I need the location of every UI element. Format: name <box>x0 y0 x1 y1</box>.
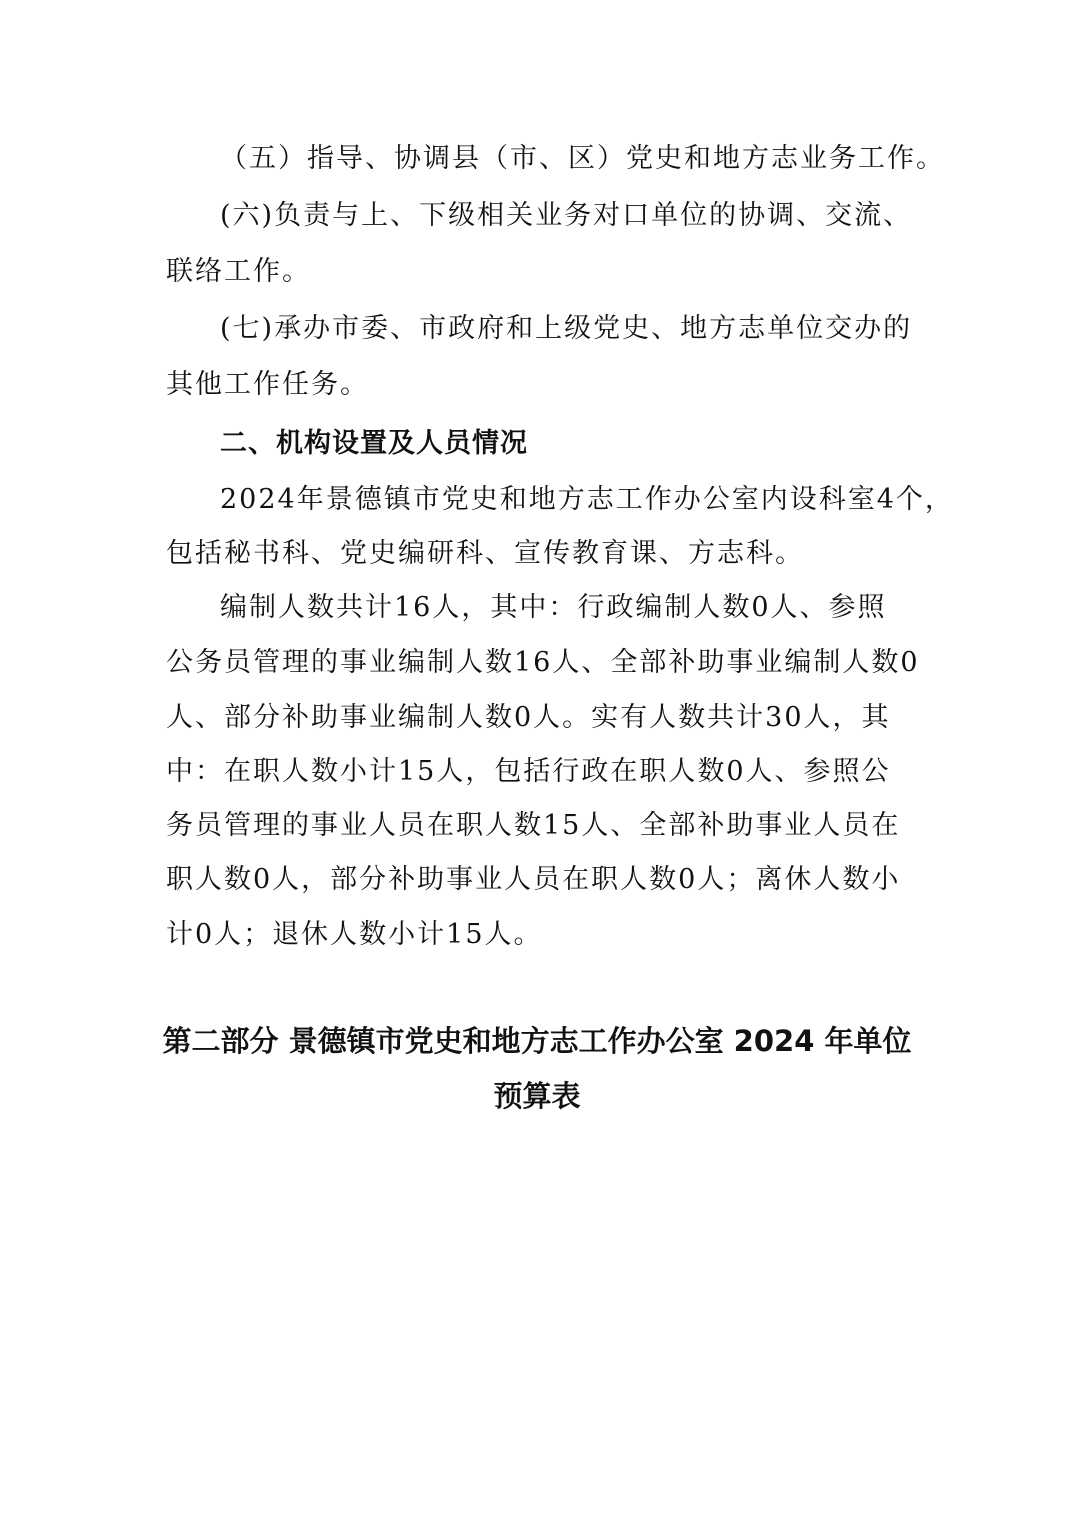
org-paragraph-line-2: 包括秘书科、党史编研科、宣传教育课、方志科。 <box>166 538 804 569</box>
staff-paragraph-line-4: 中：在职人数小计15人，包括行政在职人数0人、参照公 <box>166 756 891 787</box>
part-title-line-2: 预算表 <box>493 1079 581 1113</box>
paragraph-item-6-line-1: (六)负责与上、下级相关业务对口单位的协调、交流、 <box>220 200 913 231</box>
org-paragraph-line-1: 2024年景德镇市党史和地方志工作办公室内设科室4个， <box>220 484 954 515</box>
part-title-line-1: 第二部分 景德镇市党史和地方志工作办公室 2024 年单位 <box>162 1024 912 1058</box>
paragraph-item-7-line-2: 其他工作任务。 <box>166 369 369 400</box>
staff-paragraph-line-2: 公务员管理的事业编制人数16人、全部补助事业编制人数0 <box>166 647 920 678</box>
paragraph-item-7-line-1: (七)承办市委、市政府和上级党史、地方志单位交办的 <box>220 313 913 344</box>
staff-paragraph-line-3: 人、部分补助事业编制人数0人。实有人数共计30人，其 <box>166 702 891 733</box>
section-heading: 二、机构设置及人员情况 <box>220 428 528 459</box>
paragraph-item-6-line-2: 联络工作。 <box>166 256 311 287</box>
paragraph-item-5: （五）指导、协调县（市、区）党史和地方志业务工作。 <box>220 143 945 174</box>
staff-paragraph-line-5: 务员管理的事业人员在职人数15人、全部补助事业人员在 <box>166 810 901 841</box>
staff-paragraph-line-1: 编制人数共计16人，其中：行政编制人数0人、参照 <box>220 592 887 623</box>
staff-paragraph-line-6: 职人数0人，部分补助事业人员在职人数0人；离休人数小 <box>166 864 901 895</box>
staff-paragraph-line-7: 计0人；退休人数小计15人。 <box>166 919 543 950</box>
